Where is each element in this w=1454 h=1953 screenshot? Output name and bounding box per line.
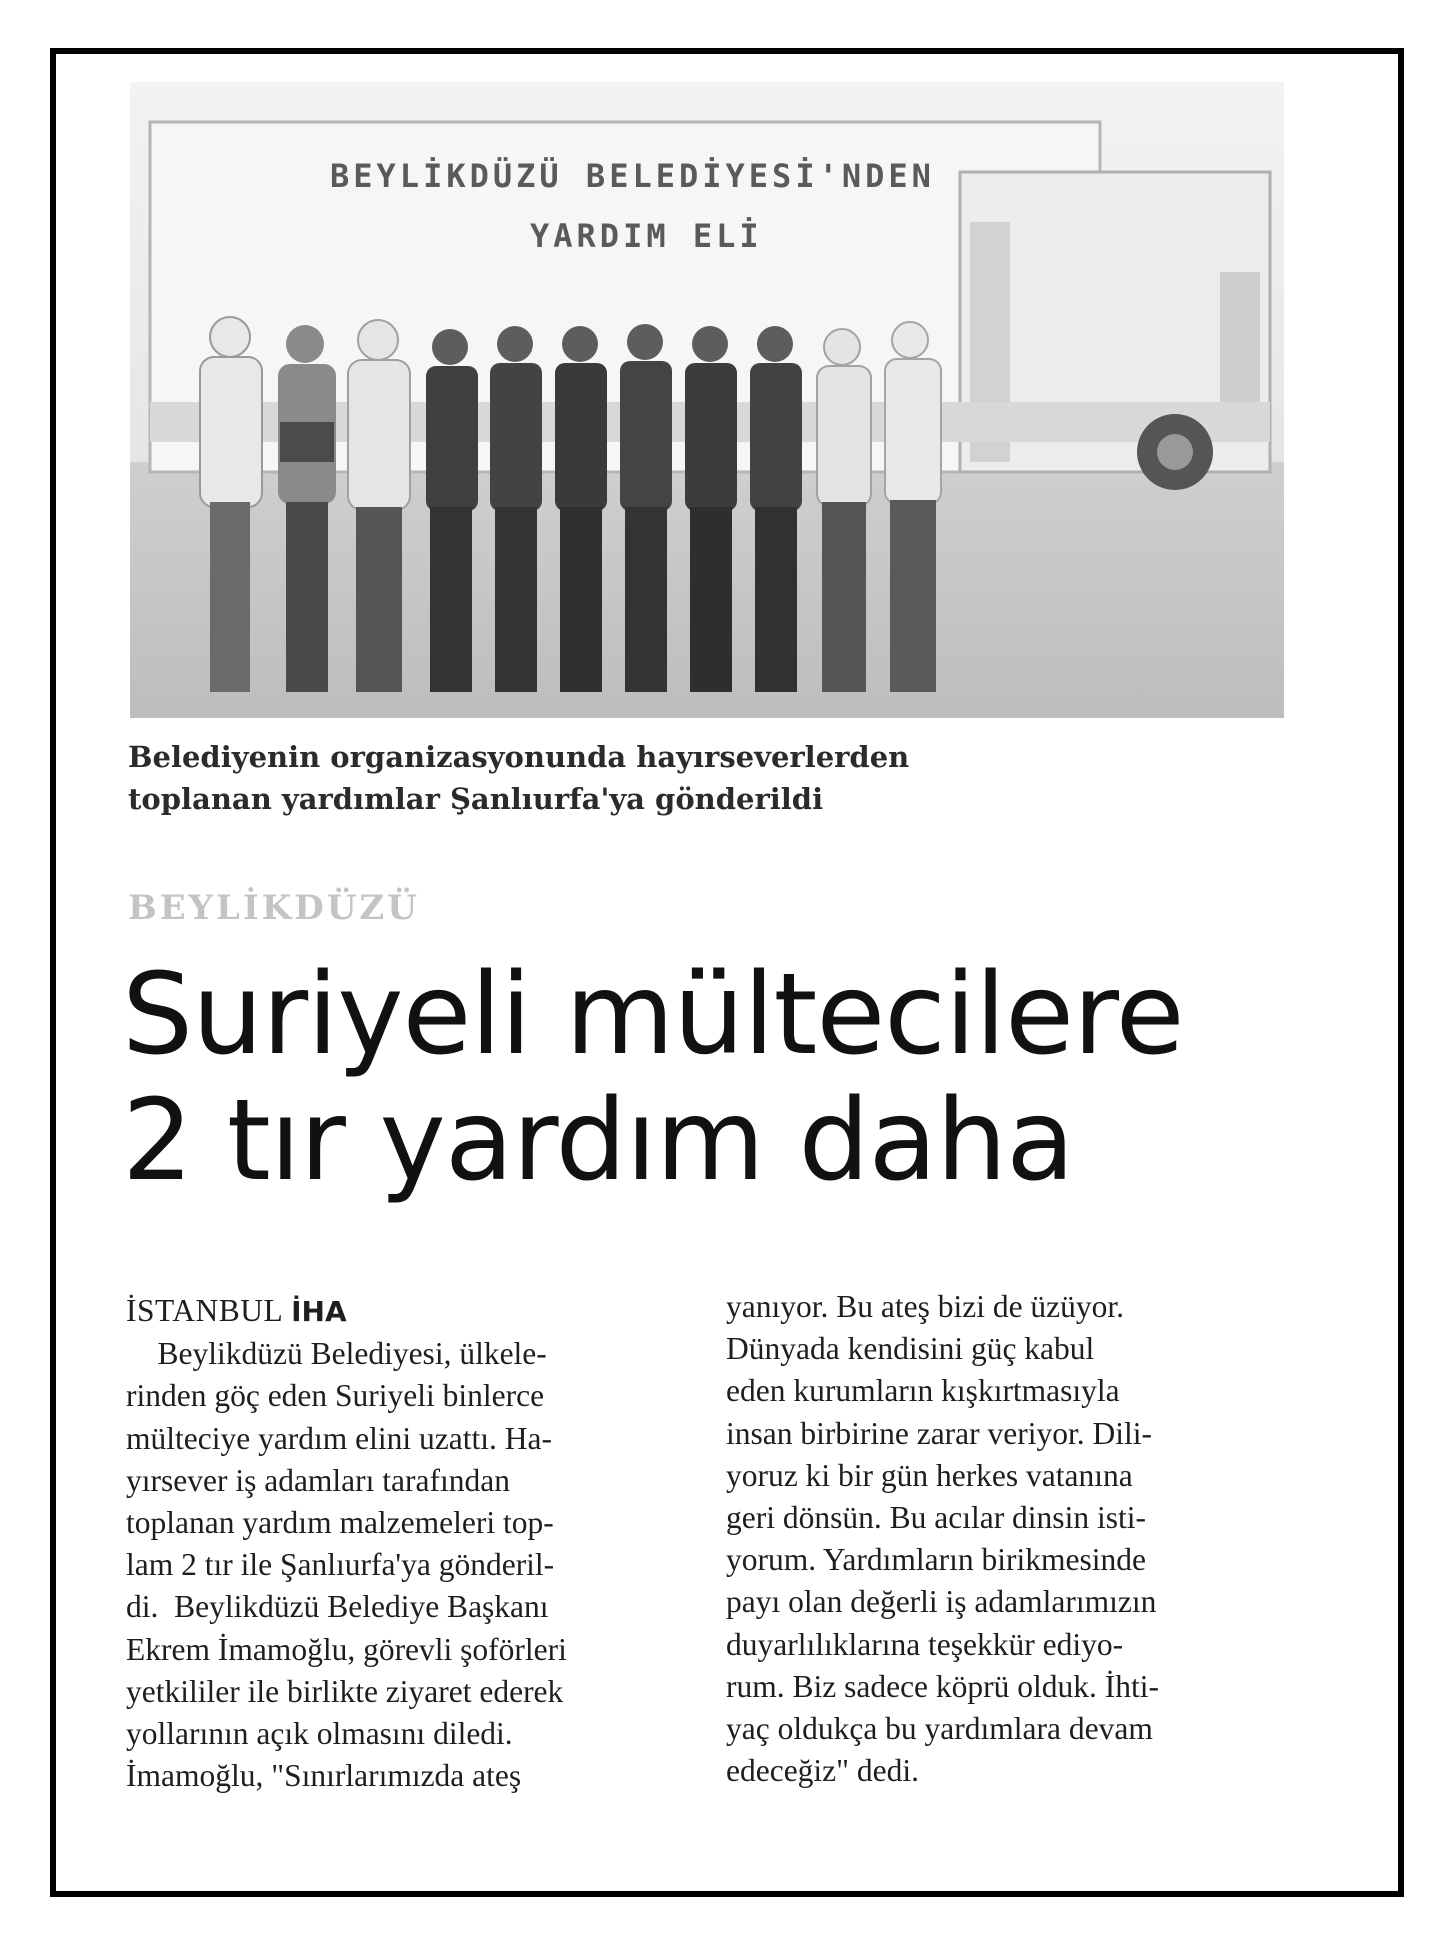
article-headline <box>122 952 1322 1204</box>
person <box>555 326 607 692</box>
body-line: edeceğiz" dedi. <box>726 1753 919 1789</box>
body-line: rinden göç eden Suriyeli binlerce <box>126 1378 545 1414</box>
people-group <box>200 317 941 692</box>
byline-agency: İHA <box>291 1295 347 1328</box>
body-line: Ekrem İmamoğlu, görevli şoförleri <box>126 1631 567 1667</box>
headline-line: 2 tır yardım daha <box>122 1076 1074 1206</box>
body-line: yorum. Yardımların birikmesinde <box>726 1542 1146 1578</box>
body-line: yırsever iş adamları tarafından <box>126 1462 510 1498</box>
body-line: yanıyor. Bu ateş bizi de üzüyor. <box>726 1289 1125 1324</box>
person <box>278 325 336 692</box>
section-kicker: BEYLİKDÜZÜ <box>128 888 420 928</box>
body-line: yollarının açık olmasını diledi. <box>126 1716 513 1752</box>
body-line: payı olan değerli iş adamlarımızın <box>726 1584 1157 1620</box>
caption-line: toplanan yardımlar Şanlıurfa'ya gönderildi <box>128 782 824 816</box>
person <box>426 329 478 692</box>
truck-banner-line2: YARDIM ELİ <box>530 217 763 255</box>
photo-caption <box>128 736 1278 820</box>
person <box>685 326 737 692</box>
headline-line: Suriyeli mültecilere <box>122 950 1184 1080</box>
body-line: toplanan yardım malzemeleri top- <box>126 1505 554 1541</box>
body-line: di. Beylikdüzü Belediye Başkanı <box>126 1589 549 1625</box>
body-line: duyarlılıklarına teşekkür ediyo- <box>726 1626 1124 1662</box>
article-body-right-column <box>726 1286 1266 1792</box>
body-line: İmamoğlu, "Sınırlarımızda ateş <box>126 1758 522 1794</box>
byline <box>126 1290 686 1333</box>
person <box>885 322 941 692</box>
body-line: eden kurumların kışkırtmasıyla <box>726 1373 1120 1409</box>
person <box>348 320 410 692</box>
person <box>620 324 672 692</box>
body-line: lam 2 tır ile Şanlıurfa'ya gönderil- <box>126 1547 555 1583</box>
body-line: Dünyada kendisini güç kabul <box>726 1331 1095 1367</box>
body-line: yetkililer ile birlikte ziyaret ederek <box>126 1673 564 1709</box>
body-line: yaç oldukça bu yardımlara devam <box>726 1711 1153 1747</box>
news-photo <box>130 82 1284 718</box>
body-line: insan birbirine zarar veriyor. Dili- <box>726 1415 1152 1451</box>
byline-city: İSTANBUL <box>126 1293 284 1328</box>
article-body-left-column <box>126 1290 686 1797</box>
truck-banner-line1: BEYLİKDÜZÜ BELEDİYESİ'NDEN <box>330 157 935 195</box>
body-line: rum. Biz sadece köprü olduk. İhti- <box>726 1668 1160 1704</box>
body-line: yoruz ki bir gün herkes vatanına <box>726 1457 1133 1493</box>
person <box>817 329 871 692</box>
person <box>490 326 542 692</box>
body-line: Beylikdüzü Belediyesi, ülkele- <box>126 1336 547 1372</box>
body-line: geri dönsün. Bu acılar dinsin isti- <box>726 1500 1146 1536</box>
photo-group-in-front-of-truck <box>130 82 1284 718</box>
person <box>750 326 802 692</box>
caption-line: Belediyenin organizasyonunda hayırseverlerden <box>128 740 910 774</box>
body-line: mülteciye yardım elini uzattı. Ha- <box>126 1420 552 1456</box>
